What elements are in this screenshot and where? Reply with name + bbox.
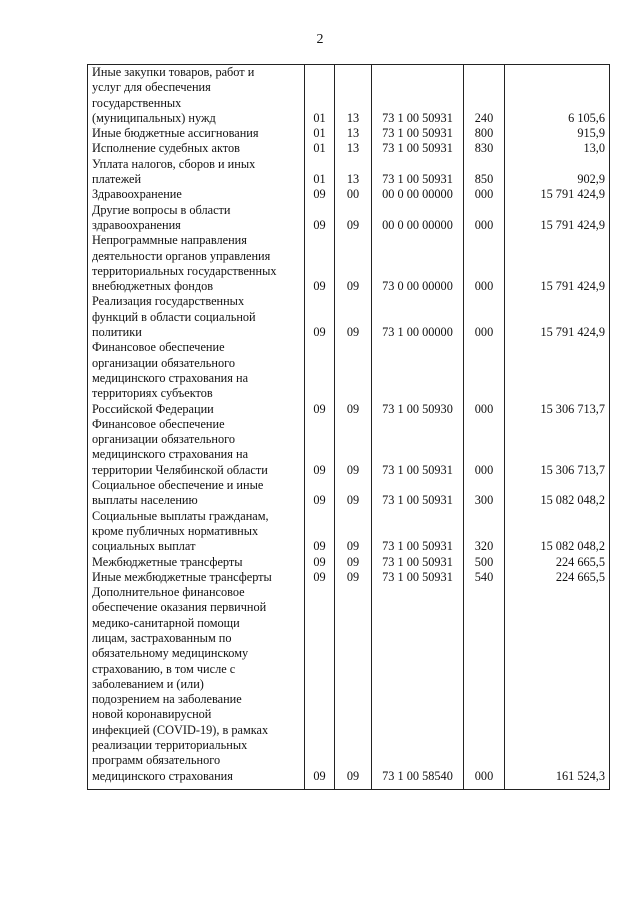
section-code-cell: 01 <box>305 65 335 127</box>
target-article-cell: 73 1 00 50931 <box>372 509 464 555</box>
section-code-cell: 09 <box>305 570 335 585</box>
amount-cell: 915,9 <box>505 126 610 141</box>
target-article-cell: 73 1 00 50931 <box>372 141 464 156</box>
table-row <box>88 65 610 127</box>
table-row <box>88 340 610 416</box>
row-name-cell: Исполнение судебных актов <box>88 141 305 156</box>
amount-cell: 15 306 713,7 <box>505 417 610 478</box>
subsection-code-cell: 09 <box>335 570 372 585</box>
expense-type-cell: 500 <box>464 555 505 570</box>
expense-type-cell: 240 <box>464 65 505 127</box>
subsection-code-cell: 09 <box>335 585 372 789</box>
expense-type-cell: 320 <box>464 509 505 555</box>
target-article-cell: 73 1 00 50930 <box>372 340 464 416</box>
section-code-cell: 09 <box>305 203 335 234</box>
row-name-cell: Другие вопросы в области здравоохранения <box>88 203 305 234</box>
expense-type-cell: 000 <box>464 203 505 234</box>
expense-type-cell: 850 <box>464 157 505 188</box>
row-name-cell: Здравоохранение <box>88 187 305 202</box>
target-article-cell: 00 0 00 00000 <box>372 187 464 202</box>
target-article-cell: 73 1 00 50931 <box>372 555 464 570</box>
row-name-cell: Иные закупки товаров, работ и услуг для обеспечения государственных (муниципальных) нужд <box>88 65 305 127</box>
subsection-code-cell: 13 <box>335 65 372 127</box>
section-code-cell: 01 <box>305 157 335 188</box>
expense-type-cell: 800 <box>464 126 505 141</box>
table-row <box>88 233 610 294</box>
row-name-cell: Межбюджетные трансферты <box>88 555 305 570</box>
subsection-code-cell: 13 <box>335 141 372 156</box>
section-code-cell: 09 <box>305 555 335 570</box>
expense-type-cell: 300 <box>464 478 505 509</box>
table-row <box>88 187 610 202</box>
row-name-cell: Уплата налогов, сборов и иных платежей <box>88 157 305 188</box>
section-code-cell: 09 <box>305 417 335 478</box>
expense-type-cell: 000 <box>464 340 505 416</box>
row-name-cell: Социальное обеспечение и иные выплаты населению <box>88 478 305 509</box>
amount-cell: 6 105,6 <box>505 65 610 127</box>
expense-type-cell: 000 <box>464 585 505 789</box>
amount-cell: 15 306 713,7 <box>505 340 610 416</box>
target-article-cell: 73 1 00 58540 <box>372 585 464 789</box>
target-article-cell: 73 1 00 50931 <box>372 478 464 509</box>
table-row <box>88 509 610 555</box>
section-code-cell: 09 <box>305 509 335 555</box>
target-article-cell: 00 0 00 00000 <box>372 203 464 234</box>
table-row <box>88 157 610 188</box>
amount-cell: 13,0 <box>505 141 610 156</box>
target-article-cell: 73 1 00 50931 <box>372 65 464 127</box>
table-row <box>88 294 610 340</box>
budget-table-body <box>88 65 610 790</box>
target-article-cell: 73 1 00 00000 <box>372 294 464 340</box>
amount-cell: 224 665,5 <box>505 570 610 585</box>
subsection-code-cell: 09 <box>335 555 372 570</box>
subsection-code-cell: 09 <box>335 478 372 509</box>
section-code-cell: 09 <box>305 233 335 294</box>
row-name-cell: Финансовое обеспечение организации обязательного медицинского страхования на территориях субъектов Российской Федерации <box>88 340 305 416</box>
table-row <box>88 417 610 478</box>
amount-cell: 902,9 <box>505 157 610 188</box>
subsection-code-cell: 09 <box>335 417 372 478</box>
table-row <box>88 555 610 570</box>
target-article-cell: 73 1 00 50931 <box>372 157 464 188</box>
amount-cell: 15 791 424,9 <box>505 187 610 202</box>
expense-type-cell: 830 <box>464 141 505 156</box>
subsection-code-cell: 09 <box>335 294 372 340</box>
section-code-cell: 01 <box>305 126 335 141</box>
expense-type-cell: 000 <box>464 294 505 340</box>
subsection-code-cell: 09 <box>335 203 372 234</box>
table-row <box>88 126 610 141</box>
section-code-cell: 09 <box>305 340 335 416</box>
subsection-code-cell: 00 <box>335 187 372 202</box>
amount-cell: 15 791 424,9 <box>505 233 610 294</box>
table-row <box>88 585 610 789</box>
subsection-code-cell: 13 <box>335 157 372 188</box>
target-article-cell: 73 1 00 50931 <box>372 126 464 141</box>
amount-cell: 224 665,5 <box>505 555 610 570</box>
row-name-cell: Социальные выплаты гражданам, кроме публичных нормативных социальных выплат <box>88 509 305 555</box>
expense-type-cell: 000 <box>464 233 505 294</box>
subsection-code-cell: 09 <box>335 509 372 555</box>
amount-cell: 15 791 424,9 <box>505 294 610 340</box>
page-number: 2 <box>316 32 324 47</box>
expense-type-cell: 540 <box>464 570 505 585</box>
section-code-cell: 09 <box>305 585 335 789</box>
target-article-cell: 73 1 00 50931 <box>372 417 464 478</box>
expense-type-cell: 000 <box>464 187 505 202</box>
subsection-code-cell: 13 <box>335 126 372 141</box>
section-code-cell: 09 <box>305 187 335 202</box>
row-name-cell: Иные межбюджетные трансферты <box>88 570 305 585</box>
row-name-cell: Непрограммные направления деятельности органов управления территориальных государственных внебюджетных фондов <box>88 233 305 294</box>
table-row <box>88 570 610 585</box>
row-name-cell: Реализация государственных функций в области социальной политики <box>88 294 305 340</box>
table-row <box>88 141 610 156</box>
row-name-cell: Дополнительное финансовое обеспечение оказания первичной медико-санитарной помощи лицам, застрахованным по обязательному медицинскому страхованию, в том числе с заболеванием и (или) подозрением на заболевание новой коронавирусной инфекцией (COVID-19), в рамках реализации территориальных программ обязательного медицинского страхования <box>88 585 305 789</box>
row-name-cell: Финансовое обеспечение организации обязательного медицинского страхования на территории Челябинской области <box>88 417 305 478</box>
target-article-cell: 73 1 00 50931 <box>372 570 464 585</box>
target-article-cell: 73 0 00 00000 <box>372 233 464 294</box>
table-row <box>88 203 610 234</box>
row-name-cell: Иные бюджетные ассигнования <box>88 126 305 141</box>
section-code-cell: 01 <box>305 141 335 156</box>
expense-type-cell: 000 <box>464 417 505 478</box>
subsection-code-cell: 09 <box>335 233 372 294</box>
table-row <box>88 478 610 509</box>
section-code-cell: 09 <box>305 294 335 340</box>
amount-cell: 15 082 048,2 <box>505 478 610 509</box>
budget-table <box>87 64 610 790</box>
section-code-cell: 09 <box>305 478 335 509</box>
amount-cell: 15 791 424,9 <box>505 203 610 234</box>
amount-cell: 161 524,3 <box>505 585 610 789</box>
amount-cell: 15 082 048,2 <box>505 509 610 555</box>
subsection-code-cell: 09 <box>335 340 372 416</box>
